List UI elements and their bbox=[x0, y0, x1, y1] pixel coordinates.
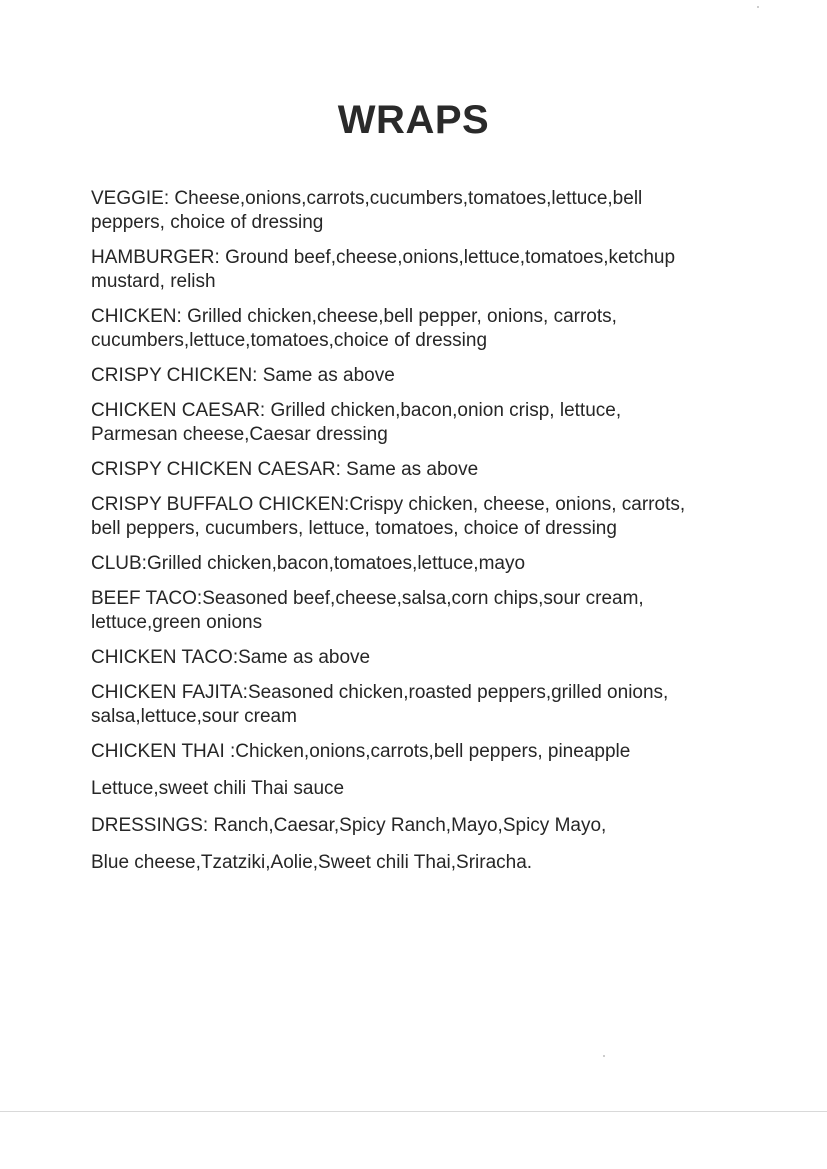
menu-item-chicken-fajita bbox=[91, 681, 771, 729]
menu-item-line: BEEF TACO:Seasoned beef,cheese,salsa,corn chips,sour cream, bbox=[91, 588, 644, 609]
menu-item-line: mustard, relish bbox=[91, 271, 216, 292]
menu-item-dressings bbox=[91, 814, 771, 838]
menu-item-chicken-caesar bbox=[91, 399, 771, 447]
menu-item-chicken bbox=[91, 305, 771, 353]
menu-item-chicken-thai bbox=[91, 740, 771, 764]
menu-item-line: Lettuce,sweet chili Thai sauce bbox=[91, 778, 345, 799]
menu-item-beef-taco bbox=[91, 587, 771, 635]
menu-item-line: cucumbers,lettuce,tomatoes,choice of dressing bbox=[91, 330, 488, 351]
menu-item-line: CRISPY CHICKEN: Same as above bbox=[91, 365, 395, 386]
menu-item-line: CHICKEN THAI :Chicken,onions,carrots,bell peppers, pineapple bbox=[91, 741, 631, 762]
menu-item-hamburger bbox=[91, 246, 771, 294]
menu-item-line: salsa,lettuce,sour cream bbox=[91, 706, 297, 727]
menu-item-crispy-chicken bbox=[91, 364, 771, 388]
scan-edge-line bbox=[0, 1111, 827, 1112]
menu-item-line: Blue cheese,Tzatziki,Aolie,Sweet chili Thai,Sriracha. bbox=[91, 852, 533, 873]
menu-item-line: CRISPY CHICKEN CAESAR: Same as above bbox=[91, 459, 479, 480]
menu-item-line: HAMBURGER: Ground beef,cheese,onions,lettuce,tomatoes,ketchup bbox=[91, 247, 676, 268]
menu-item-veggie bbox=[91, 187, 771, 235]
scan-speck bbox=[757, 6, 759, 8]
menu-item-crispy-chicken-caesar bbox=[91, 458, 771, 482]
menu-item-line: DRESSINGS: Ranch,Caesar,Spicy Ranch,Mayo,Spicy Mayo, bbox=[91, 815, 607, 836]
menu-item-chicken-thai-continued bbox=[91, 777, 771, 801]
menu-item-dressings-continued bbox=[91, 851, 771, 875]
menu-item-club bbox=[91, 552, 771, 576]
menu-item-line: lettuce,green onions bbox=[91, 612, 263, 633]
menu-item-line: CHICKEN: Grilled chicken,cheese,bell pepper, onions, carrots, bbox=[91, 306, 617, 327]
menu-item-line: CLUB:Grilled chicken,bacon,tomatoes,lettuce,mayo bbox=[91, 553, 526, 574]
menu-item-line: CRISPY BUFFALO CHICKEN:Crispy chicken, cheese, onions, carrots, bbox=[91, 494, 686, 515]
page-title: WRAPS bbox=[337, 98, 490, 142]
menu-item-chicken-taco bbox=[91, 646, 771, 670]
menu-item-line: bell peppers, cucumbers, lettuce, tomatoes, choice of dressing bbox=[91, 518, 617, 539]
menu-item-line: CHICKEN TACO:Same as above bbox=[91, 647, 371, 668]
scan-speck bbox=[603, 1055, 605, 1057]
menu-item-line: peppers, choice of dressing bbox=[91, 212, 324, 233]
menu-item-line: VEGGIE: Cheese,onions,carrots,cucumbers,tomatoes,lettuce,bell bbox=[91, 188, 643, 209]
menu-item-crispy-buffalo-chicken bbox=[91, 493, 771, 541]
menu-item-line: CHICKEN FAJITA:Seasoned chicken,roasted peppers,grilled onions, bbox=[91, 682, 669, 703]
menu-list bbox=[91, 187, 771, 888]
menu-item-line: CHICKEN CAESAR: Grilled chicken,bacon,onion crisp, lettuce, bbox=[91, 400, 622, 421]
menu-item-line: Parmesan cheese,Caesar dressing bbox=[91, 424, 388, 445]
